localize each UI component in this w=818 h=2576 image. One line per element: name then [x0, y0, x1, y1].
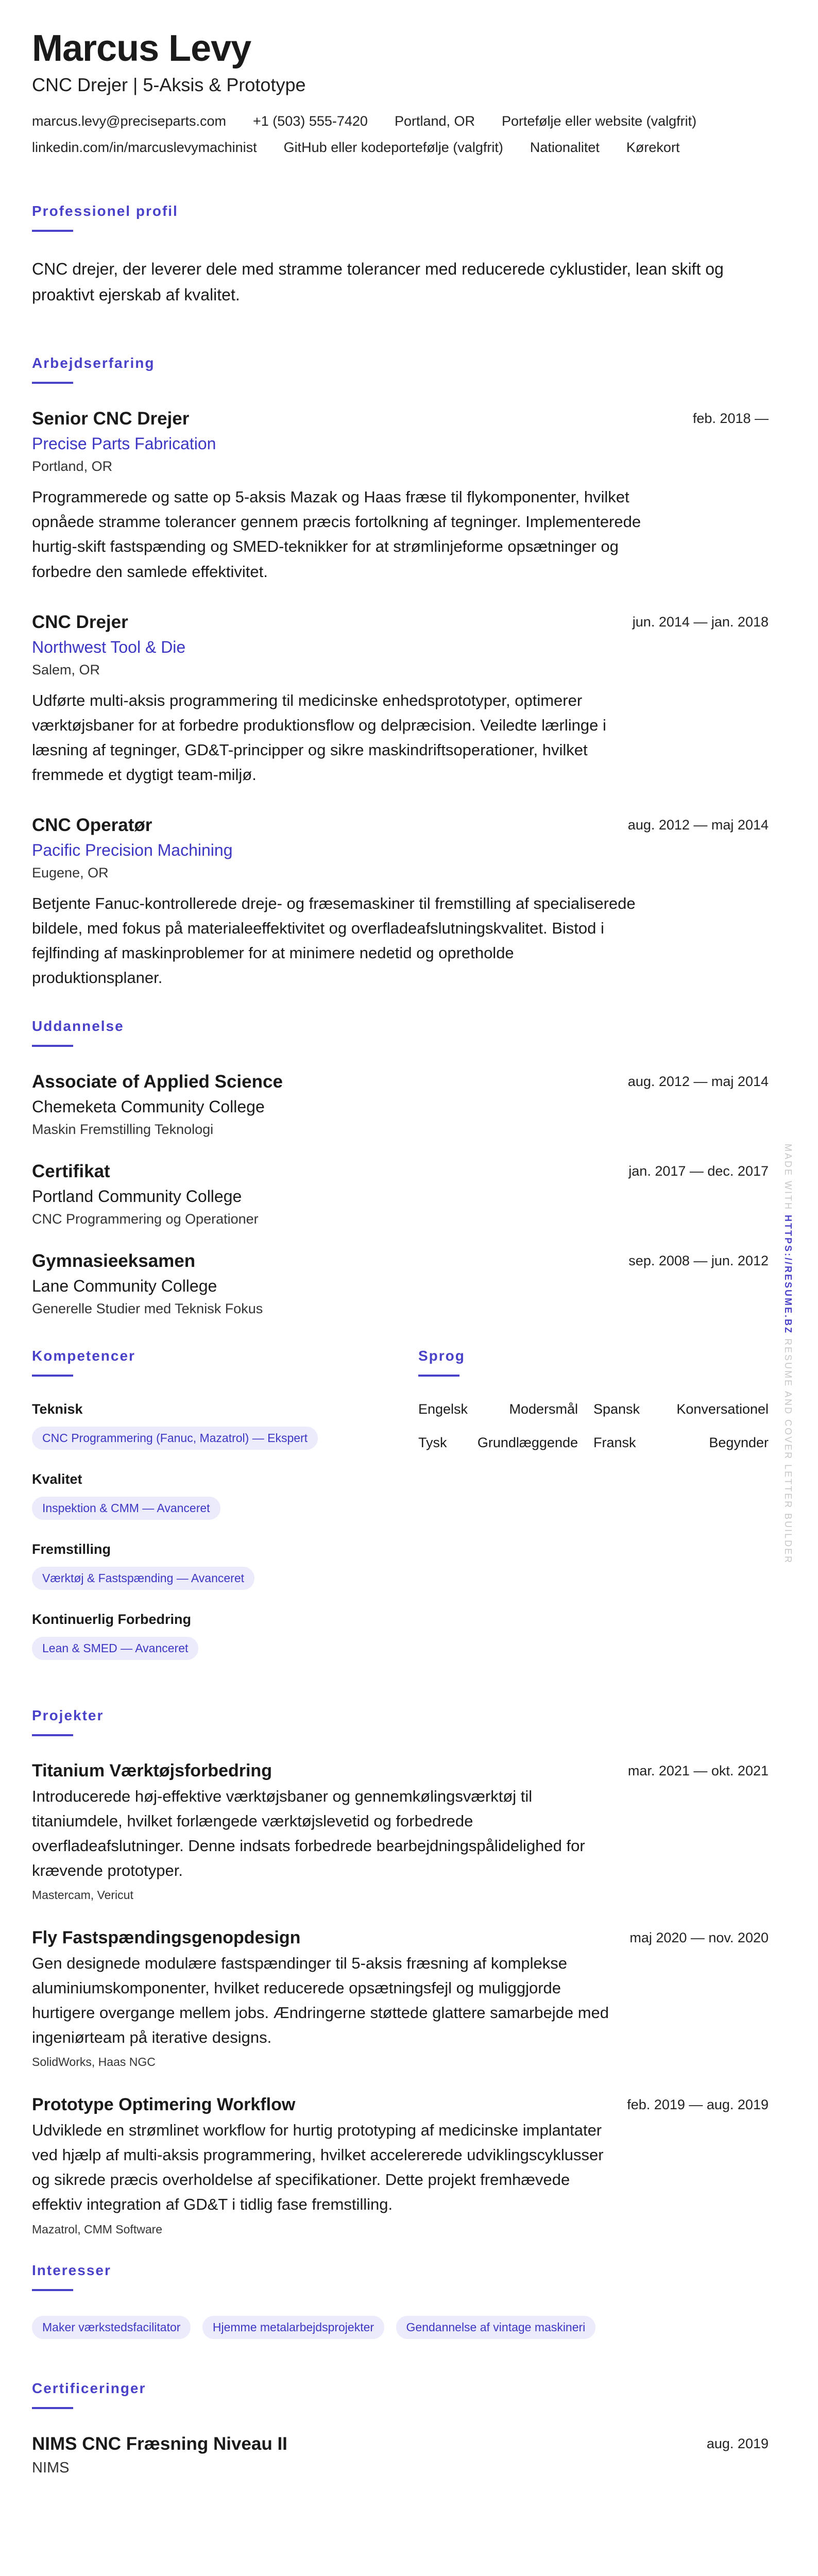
section-divider — [418, 1375, 459, 1377]
language-item — [418, 1401, 593, 1417]
skill-category: Teknisk — [32, 1401, 83, 1417]
section-heading: Professionel profil — [32, 203, 178, 219]
skills-languages-row — [32, 1348, 769, 1682]
project-title: Titanium Værktøjsforbedring — [32, 1760, 272, 1781]
contact-phone[interactable]: +1 (503) 555-7420 — [253, 113, 368, 129]
education-item — [32, 1251, 769, 1317]
language-item — [593, 1401, 769, 1417]
contact-portfolio[interactable]: Portefølje eller website (valgfrit) — [502, 113, 697, 129]
section-divider — [32, 382, 73, 384]
education-section — [32, 1018, 769, 1317]
project-tech: Mazatrol, CMM Software — [32, 2222, 163, 2236]
certification-date: aug. 2019 — [706, 2435, 769, 2451]
skill-category: Kontinuerlig Forbedring — [32, 1611, 191, 1627]
education-date: jan. 2017 — dec. 2017 — [628, 1163, 769, 1179]
made-with-note — [782, 1144, 793, 1564]
project-tech: Mastercam, Vericut — [32, 1888, 133, 1902]
interest-chip: Hjemme metalarbejdsprojekter — [202, 2316, 384, 2339]
candidate-name: Marcus Levy — [32, 28, 251, 69]
languages-section — [418, 1348, 769, 1682]
language-name: Engelsk — [418, 1401, 468, 1417]
language-name: Tysk — [418, 1434, 447, 1450]
section-divider — [32, 230, 73, 232]
education-degree: Gymnasieeksamen — [32, 1250, 196, 1271]
experience-description: Programmerede og satte op 5-aksis Mazak og Haas fræse til flykomponenter, hvilket opnåede stramme tolerancer gennem præcis fortolkning af tegninger. Implementerede hurtig-skift fastspænding og SMED-teknikker for at strømlinjeforme opsætninger og forbedre den samlede effektivitet. — [32, 488, 641, 581]
section-heading: Certificeringer — [32, 2380, 146, 2396]
language-name: Spansk — [593, 1401, 640, 1417]
education-school: Chemeketa Community College — [32, 1097, 265, 1116]
education-date: aug. 2012 — maj 2014 — [627, 1073, 769, 1089]
section-divider — [32, 1045, 73, 1047]
project-date: feb. 2019 — aug. 2019 — [627, 2097, 769, 2113]
contact-drivers-license: Kørekort — [626, 140, 680, 156]
section-divider — [32, 2289, 73, 2291]
skill-chip: Lean & SMED — Avanceret — [32, 1637, 198, 1660]
skill-group — [32, 1612, 418, 1660]
contact-linkedin[interactable]: linkedin.com/in/marcuslevymachinist — [32, 140, 257, 156]
experience-section — [32, 355, 769, 990]
section-heading: Arbejdserfaring — [32, 355, 155, 371]
project-title: Prototype Optimering Workflow — [32, 2095, 296, 2115]
contact-nationality: Nationalitet — [530, 140, 600, 156]
interests-section — [32, 2262, 769, 2339]
experience-location: Eugene, OR — [32, 865, 109, 880]
experience-location: Portland, OR — [32, 459, 113, 474]
certification-title: NIMS CNC Fræsning Niveau II — [32, 2433, 287, 2454]
project-date: mar. 2021 — okt. 2021 — [627, 1762, 769, 1778]
interest-chip: Maker værkstedsfacilitator — [32, 2316, 191, 2339]
language-level: Konversationel — [676, 1401, 769, 1417]
skill-category: Fremstilling — [32, 1541, 111, 1557]
project-title: Fly Fastspændingsgenopdesign — [32, 1928, 301, 1948]
project-tech: SolidWorks, Haas NGC — [32, 2055, 156, 2069]
language-level: Begynder — [709, 1434, 769, 1450]
contact-location: Portland, OR — [394, 113, 475, 129]
education-school: Lane Community College — [32, 1276, 217, 1295]
certifications-section — [32, 2380, 769, 2477]
education-field: Maskin Fremstilling Teknologi — [32, 1121, 214, 1137]
experience-item — [32, 409, 769, 584]
experience-date: jun. 2014 — jan. 2018 — [632, 614, 769, 630]
profile-section — [32, 203, 769, 308]
certification-item — [32, 2434, 769, 2477]
certification-issuer: NIMS — [32, 2459, 70, 2476]
language-item — [593, 1435, 769, 1451]
experience-description: Udførte multi-aksis programmering til medicinske enhedsprototyper, optimerer værktøjsbaner for at forbedre produktionsflow og delpræcision. Veiledte lærlinge i læsning af tegninger, GD&T-principper og sikre maskindriftsoperationer, hvilket fremmede et dygtigt team-miljø. — [32, 691, 606, 784]
made-with-prefix: MADE WITH — [783, 1144, 793, 1211]
education-school: Portland Community College — [32, 1187, 242, 1206]
skill-group — [32, 1401, 418, 1450]
education-field: Generelle Studier med Teknisk Fokus — [32, 1300, 263, 1316]
interest-chip: Gendannelse af vintage maskineri — [396, 2316, 596, 2339]
experience-item — [32, 815, 769, 990]
experience-date: aug. 2012 — maj 2014 — [627, 817, 769, 833]
skill-chip: Inspektion & CMM — Avanceret — [32, 1497, 220, 1520]
project-item — [32, 1761, 769, 1902]
project-description: Introducerede høj-effektive værktøjsbaner og gennemkølingsværktøj til titaniumdele, hvilket forlængede værktøjslevetid og forbedrede overfladeafslutninger. Denne indsats forbedrede bearbejdningspålidelighed for krævende prototyper. — [32, 1787, 585, 1880]
project-item — [32, 2095, 769, 2236]
skill-chip: CNC Programmering (Fanuc, Mazatrol) — Ekspert — [32, 1427, 318, 1450]
contact-email[interactable]: marcus.levy@preciseparts.com — [32, 113, 227, 129]
contact-list — [32, 113, 769, 156]
skills-section — [32, 1348, 418, 1682]
section-divider — [32, 2407, 73, 2409]
section-heading: Uddannelse — [32, 1018, 124, 1034]
skill-chip: Værktøj & Fastspænding — Avanceret — [32, 1567, 254, 1590]
contact-github[interactable]: GitHub eller kodeportefølje (valgfrit) — [283, 140, 503, 156]
resume-bz-link[interactable]: HTTPS://RESUME.BZ — [783, 1215, 793, 1335]
language-level: Modersmål — [509, 1401, 578, 1417]
project-date: maj 2020 — nov. 2020 — [629, 1930, 769, 1946]
project-item — [32, 1928, 769, 2069]
projects-section — [32, 1707, 769, 2236]
made-with-suffix: RESUME AND COVER LETTER BUILDER — [783, 1338, 793, 1565]
experience-company: Precise Parts Fabrication — [32, 434, 216, 453]
education-degree: Associate of Applied Science — [32, 1071, 283, 1092]
language-item — [418, 1435, 593, 1451]
experience-title: CNC Operatør — [32, 815, 152, 835]
education-date: sep. 2008 — jun. 2012 — [628, 1252, 769, 1268]
experience-company: Pacific Precision Machining — [32, 840, 233, 859]
education-degree: Certifikat — [32, 1161, 110, 1181]
experience-location: Salem, OR — [32, 662, 100, 677]
candidate-subtitle: CNC Drejer | 5-Aksis & Prototype — [32, 74, 306, 96]
section-heading: Kompetencer — [32, 1347, 135, 1364]
section-heading: Interesser — [32, 2262, 111, 2278]
skill-group — [32, 1541, 418, 1590]
section-divider — [32, 1734, 73, 1736]
language-level: Grundlæggende — [477, 1434, 578, 1450]
resume-page — [32, 28, 769, 2504]
experience-item — [32, 612, 769, 787]
experience-date: feb. 2018 — — [692, 411, 769, 427]
skill-category: Kvalitet — [32, 1471, 82, 1487]
experience-company: Northwest Tool & Die — [32, 637, 186, 656]
education-item — [32, 1161, 769, 1227]
section-divider — [32, 1375, 73, 1377]
profile-summary: CNC drejer, der leverer dele med stramme tolerancer med reducerede cyklustider, lean skift og proaktivt ejerskab af kvalitet. — [32, 260, 724, 304]
project-description: Udviklede en strømlinet workflow for hurtig prototyping af medicinske implantater ved hjælp af multi-aksis programmering, hvilket accelererede udviklingscyklusser og sikrede præcis overholdelse af specifikationer. Dette projekt fremhævede effektiv integration af GD&T i tidlig fase fremstilling. — [32, 2121, 604, 2214]
experience-description: Betjente Fanuc-kontrollerede dreje- og fræsemaskiner til fremstilling af specialiserede bildele, med fokus på materialeeffektivitet og overfladeafslutningskvalitet. Bistod i fejlfinding af maskinproblemer for at minimere nedetid og opretholde produktionsplaner. — [32, 894, 636, 987]
education-item — [32, 1072, 769, 1138]
experience-title: CNC Drejer — [32, 612, 128, 632]
experience-title: Senior CNC Drejer — [32, 409, 190, 429]
section-heading: Projekter — [32, 1707, 104, 1723]
language-name: Fransk — [593, 1434, 636, 1450]
education-field: CNC Programmering og Operationer — [32, 1211, 259, 1227]
skill-group — [32, 1471, 418, 1520]
project-description: Gen designede modulære fastspændinger til 5-aksis fræsning af komplekse aluminiumskomponenter, hvilket reducerede opsætningsfejl og muliggjorde hurtigere overgange mellem jobs. Ændringerne støttede glattere samarbejde med ingeniørteam på iterative designs. — [32, 1954, 609, 2047]
interest-chips — [32, 2316, 769, 2339]
language-grid — [418, 1401, 769, 1451]
section-heading: Sprog — [418, 1347, 465, 1364]
